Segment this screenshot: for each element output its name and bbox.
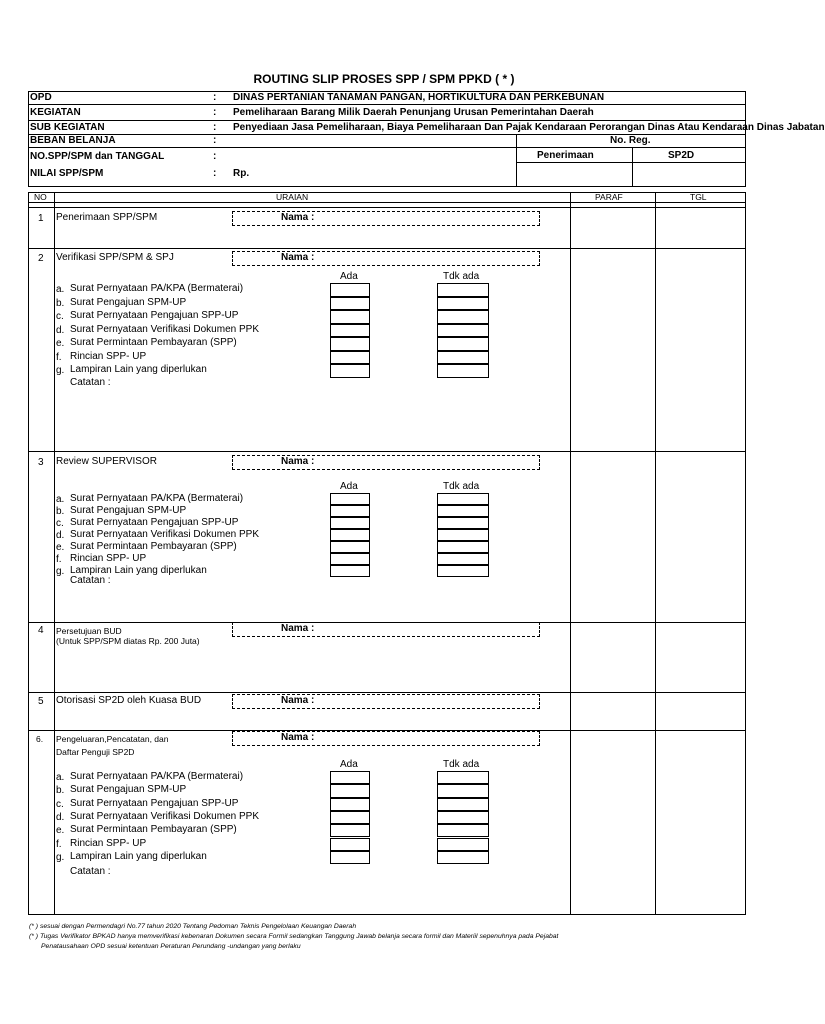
checklist-letter: a.: [56, 494, 65, 505]
page-title: ROUTING SLIP PROSES SPP / SPM PPKD ( * ): [253, 72, 515, 86]
nilai-value: Rp.: [233, 168, 250, 179]
ada-checkbox[interactable]: [330, 505, 370, 517]
opd-label: OPD: [30, 92, 52, 103]
tdk-ada-checkbox[interactable]: [437, 541, 489, 553]
nama-field[interactable]: [232, 251, 540, 266]
nilai-label: NILAI SPP/SPM: [30, 168, 104, 179]
checklist-item: Surat Pernyataan PA/KPA (Bermaterai): [70, 283, 244, 294]
checklist-item: Surat Permintaan Pembayaran (SPP): [70, 541, 237, 552]
ada-checkbox[interactable]: [330, 337, 370, 351]
checklist-letter: d.: [56, 811, 65, 823]
footnote: Penatausahaan OPD sesuai ketentuan Peraturan Perundang -undangan yang berlaku: [41, 943, 301, 950]
checklist-item: Lampiran Lain yang diperlukan: [70, 850, 207, 862]
row-subtitle: Daftar Penguji SP2D: [56, 747, 135, 757]
tdk-ada-checkbox[interactable]: [437, 283, 489, 297]
nama-field[interactable]: [232, 622, 540, 637]
checklist-letter: g.: [56, 851, 65, 863]
col-tgl: TGL: [690, 192, 707, 202]
row-number: 5: [38, 696, 44, 707]
col-no: NO: [34, 192, 47, 202]
checklist-item: Surat Pengajuan SPM-UP: [70, 784, 187, 796]
checklist-item: Surat Pernyataan Verifikasi Dokumen PPK: [70, 529, 259, 540]
tdk-ada-checkbox[interactable]: [437, 851, 489, 864]
checklist-letter: f.: [56, 351, 62, 363]
ada-label: Ada: [340, 271, 358, 282]
row-title: Persetujuan BUD: [56, 626, 122, 636]
checklist-item: Surat Pernyataan Verifikasi Dokumen PPK: [70, 323, 259, 335]
nama-field[interactable]: [232, 731, 540, 746]
nama-label: Nama :: [281, 456, 315, 467]
tdk-ada-checkbox[interactable]: [437, 505, 489, 517]
row-title: Pengeluaran,Pencatatan, dan: [56, 734, 169, 744]
tdk-ada-checkbox[interactable]: [437, 517, 489, 529]
tdk-ada-checkbox[interactable]: [437, 811, 489, 824]
checklist-letter: g.: [56, 566, 65, 577]
ada-checkbox[interactable]: [330, 310, 370, 324]
catatan-label: Catatan :: [70, 575, 111, 586]
opd-colon: :: [213, 92, 217, 103]
checklist-item: Lampiran Lain yang diperlukan: [70, 565, 207, 576]
beban-belanja-label: BEBAN BELANJA: [30, 135, 116, 146]
row-title: Otorisasi SP2D oleh Kuasa BUD: [56, 695, 202, 706]
tdk-ada-checkbox[interactable]: [437, 529, 489, 541]
tdk-ada-checkbox[interactable]: [437, 771, 489, 784]
checklist-letter: c.: [56, 518, 64, 529]
checklist-item: Surat Pernyataan Pengajuan SPP-UP: [70, 797, 239, 809]
nama-field[interactable]: [232, 211, 540, 226]
col-uraian: URAIAN: [276, 192, 309, 202]
tdk-ada-checkbox[interactable]: [437, 324, 489, 338]
checklist-letter: e.: [56, 825, 65, 837]
row-title: Review SUPERVISOR: [56, 456, 157, 467]
ada-checkbox[interactable]: [330, 771, 370, 784]
tdk-ada-checkbox[interactable]: [437, 493, 489, 505]
nama-label: Nama :: [281, 732, 315, 743]
tdk-ada-label: Tdk ada: [443, 481, 480, 492]
catatan-label: Catatan :: [70, 866, 111, 877]
nama-label: Nama :: [281, 212, 315, 223]
nama-label: Nama :: [281, 695, 315, 706]
row-number: 1: [38, 213, 44, 224]
checklist-letter: f.: [56, 838, 62, 850]
tdk-ada-label: Tdk ada: [443, 271, 480, 282]
checklist-item: Surat Pernyataan Pengajuan SPP-UP: [70, 517, 239, 528]
opd-value: DINAS PERTANIAN TANAMAN PANGAN, HORTIKULTURA DAN PERKEBUNAN: [233, 92, 605, 103]
checklist-item: Surat Pernyataan PA/KPA (Bermaterai): [70, 493, 244, 504]
ada-checkbox[interactable]: [330, 824, 370, 837]
checklist-letter: d.: [56, 324, 65, 336]
nilai-colon: :: [213, 168, 217, 179]
checklist-item: Surat Pengajuan SPM-UP: [70, 296, 187, 308]
tdk-ada-checkbox[interactable]: [437, 798, 489, 811]
row-number: 4: [38, 625, 44, 636]
row-title: Verifikasi SPP/SPM & SPJ: [56, 252, 174, 263]
tdk-ada-checkbox[interactable]: [437, 824, 489, 837]
sub-kegiatan-label: SUB KEGIATAN: [30, 122, 105, 133]
row-number: 6.: [36, 734, 44, 744]
checklist-letter: a.: [56, 284, 65, 295]
checklist-letter: f.: [56, 554, 62, 565]
tdk-ada-checkbox[interactable]: [437, 297, 489, 311]
kegiatan-colon: :: [213, 107, 217, 118]
checklist-item: Surat Pernyataan Verifikasi Dokumen PPK: [70, 810, 259, 822]
kegiatan-value: Pemeliharaan Barang Milik Daerah Penunjang Urusan Pemerintahan Daerah: [233, 107, 594, 118]
no-reg-label: No. Reg.: [610, 135, 651, 146]
ada-checkbox[interactable]: [330, 553, 370, 565]
checklist-item: Rincian SPP- UP: [70, 350, 147, 362]
ada-label: Ada: [340, 481, 358, 492]
kegiatan-label: KEGIATAN: [30, 107, 81, 118]
tdk-ada-checkbox[interactable]: [437, 553, 489, 565]
sp2d-label: SP2D: [668, 150, 695, 161]
no-spp-label: NO.SPP/SPM dan TANGGAL: [30, 151, 165, 162]
ada-checkbox[interactable]: [330, 565, 370, 577]
checklist-item: Surat Permintaan Pembayaran (SPP): [70, 337, 237, 348]
ada-checkbox[interactable]: [330, 351, 370, 365]
checklist-letter: a.: [56, 772, 65, 783]
checklist-letter: b.: [56, 506, 65, 517]
ada-checkbox[interactable]: [330, 364, 370, 378]
col-paraf: PARAF: [595, 192, 623, 202]
ada-label: Ada: [340, 759, 358, 770]
tdk-ada-checkbox[interactable]: [437, 364, 489, 378]
checklist-item: Surat Pengajuan SPM-UP: [70, 505, 187, 516]
ada-checkbox[interactable]: [330, 838, 370, 851]
ada-checkbox[interactable]: [330, 324, 370, 338]
nama-field[interactable]: [232, 455, 540, 470]
tdk-ada-checkbox[interactable]: [437, 838, 489, 851]
ada-checkbox[interactable]: [330, 784, 370, 797]
checklist-letter: b.: [56, 785, 65, 797]
checklist-letter: g.: [56, 365, 65, 376]
tdk-ada-checkbox[interactable]: [437, 337, 489, 351]
ada-checkbox[interactable]: [330, 517, 370, 529]
catatan-label: Catatan :: [70, 377, 111, 388]
checklist-item: Rincian SPP- UP: [70, 837, 147, 849]
tdk-ada-checkbox[interactable]: [437, 351, 489, 365]
row-subtitle: (Untuk SPP/SPM diatas Rp. 200 Juta): [56, 636, 200, 646]
nama-label: Nama :: [281, 623, 315, 634]
ada-checkbox[interactable]: [330, 811, 370, 824]
checklist-letter: c.: [56, 798, 64, 810]
checklist-letter: e.: [56, 338, 65, 349]
tdk-ada-checkbox[interactable]: [437, 784, 489, 797]
footnote: (* ) sesuai dengan Permendagri No.77 tahun 2020 Tentang Pedoman Teknis Pengelolaan Keuangan Daerah: [29, 923, 357, 930]
footnote: (* ) Tugas Verifikator BPKAD hanya memverifikasi kebenaran Dokumen secara Formil sedangkan Tanggung Jawab belanja secara formil dan Materiil sepenuhnya pada Pejabat: [29, 933, 559, 940]
checklist-item: Surat Pernyataan PA/KPA (Bermaterai): [70, 771, 244, 782]
ada-checkbox[interactable]: [330, 541, 370, 553]
penerimaan-label: Penerimaan: [537, 150, 594, 161]
no-spp-colon: :: [213, 151, 217, 162]
row-number: 3: [38, 457, 44, 468]
row-number: 2: [38, 253, 44, 264]
sub-kegiatan-value: Penyediaan Jasa Pemeliharaan, Biaya Pemeliharaan Dan Pajak Kendaraan Perorangan Dinas Atau Kendaraan Dinas Jabatan: [233, 122, 825, 133]
ada-checkbox[interactable]: [330, 493, 370, 505]
ada-checkbox[interactable]: [330, 851, 370, 864]
checklist-item: Lampiran Lain yang diperlukan: [70, 364, 207, 375]
sub-kegiatan-colon: :: [213, 122, 217, 133]
tdk-ada-label: Tdk ada: [443, 759, 480, 770]
tdk-ada-checkbox[interactable]: [437, 310, 489, 324]
nama-label: Nama :: [281, 252, 315, 263]
tdk-ada-checkbox[interactable]: [437, 565, 489, 577]
checklist-letter: e.: [56, 542, 65, 553]
ada-checkbox[interactable]: [330, 798, 370, 811]
checklist-item: Rincian SPP- UP: [70, 553, 147, 564]
ada-checkbox[interactable]: [330, 297, 370, 311]
checklist-item: Surat Permintaan Pembayaran (SPP): [70, 824, 237, 836]
checklist-letter: c.: [56, 311, 64, 322]
nama-field[interactable]: [232, 694, 540, 709]
ada-checkbox[interactable]: [330, 529, 370, 541]
beban-belanja-colon: :: [213, 135, 217, 146]
row-title: Penerimaan SPP/SPM: [56, 212, 158, 223]
checklist-letter: b.: [56, 297, 65, 309]
checklist-letter: d.: [56, 530, 65, 541]
ada-checkbox[interactable]: [330, 283, 370, 297]
checklist-item: Surat Pernyataan Pengajuan SPP-UP: [70, 310, 239, 321]
